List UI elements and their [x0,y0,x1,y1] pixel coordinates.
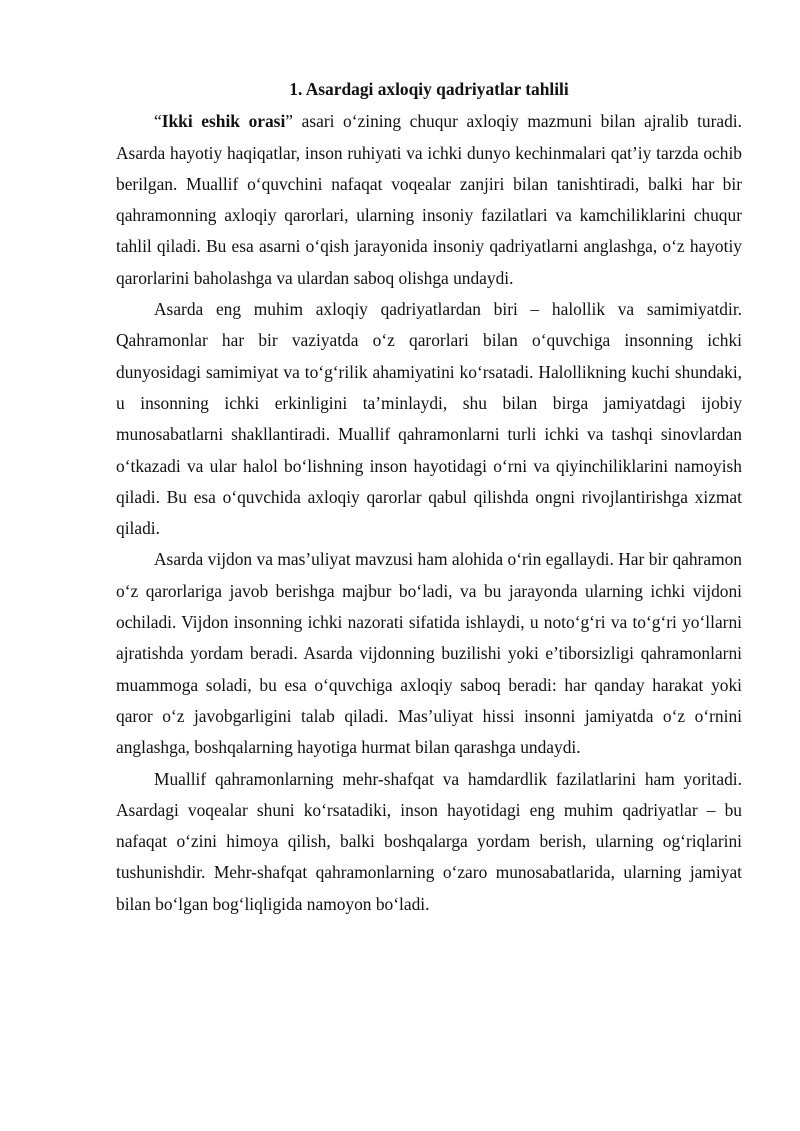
work-title: Ikki eshik orasi [161,111,286,132]
open-quote: “ [154,111,162,132]
paragraph-1 [116,106,742,294]
paragraph-1-text: ” asari o‘zining chuqur axloqiy mazmuni bilan ajralib turadi. Asarda hayotiy haqiqatlar, inson ruhiyati va ichki dunyo kechinmalari qat’iy tarzda ochib berilgan. Muallif o‘quvchini nafaqat voqealar zanjiri bilan tanishtiradi, balki har bir qahramonning axloqiy qarorlari, ularning insoniy fazilatlari va kamchiliklarini chuqur tahlil qiladi. Bu esa asarni o‘qish jarayonida insoniy qadriyatlarni anglashga, o‘z hayotiy qarorlarini baholashga va ulardan saboq olishga undaydi. [116,111,742,288]
document-page [116,74,742,920]
paragraph-2: Asarda eng muhim axloqiy qadriyatlardan biri – halollik va samimiyatdir. Qahramonlar har bir vaziyatda o‘z qarorlari bilan o‘quvchiga insonning ichki dunyosidagi samimiyat va to‘g‘rilik ahamiyatini ko‘rsatadi. Halollikning kuchi shundaki, u insonning ichki erkinligini ta’minlaydi, shu bilan birga jamiyatdagi ijobiy munosabatlarni shakllantiradi. Muallif qahramonlarni turli ichki va tashqi sinovlardan o‘tkazadi va ular halol bo‘lishning inson hayotidagi o‘rni va qiyinchiliklarini namoyish qiladi. Bu esa o‘quvchida axloqiy qarorlar qabul qilishda ongni rivojlantirishga xizmat qiladi. [116,299,742,539]
paragraph-3: Asarda vijdon va mas’uliyat mavzusi ham alohida o‘rin egallaydi. Har bir qahramon o‘z qarorlariga javob berishga majbur bo‘ladi, va bu jarayonda ularning ichki vijdoni ochiladi. Vijdon insonning ichki nazorati sifatida ishlaydi, u noto‘g‘ri va to‘g‘ri yo‘llarni ajratishda yordam beradi. Asarda vijdonning buzilishi yoki e’tiborsizligi qahramonlarni muammoga soladi, bu esa o‘quvchiga axloqiy saboq beradi: har qanday harakat yoki qaror o‘z javobgarligini talab qiladi. Mas’uliyat hissi insonni jamiyatda o‘z o‘rnini anglashga, boshqalarning hayotiga hurmat bilan qarashga undaydi. [116,549,742,758]
paragraph-4: Muallif qahramonlarning mehr-shafqat va hamdardlik fazilatlarini ham yoritadi. Asardagi voqealar shuni ko‘rsatadiki, inson hayotidagi eng muhim qadriyatlar – bu nafaqat o‘zini himoya qilish, balki boshqalarga yordam berish, ularning og‘riqlarini tushunishdir. Mehr-shafqat qahramonlarning o‘zaro munosabatlarida, ularning jamiyat bilan bo‘lgan bog‘liqligida namoyon bo‘ladi. [116,768,742,914]
section-heading: 1. Asardagi axloqiy qadriyatlar tahlili [289,79,569,99]
